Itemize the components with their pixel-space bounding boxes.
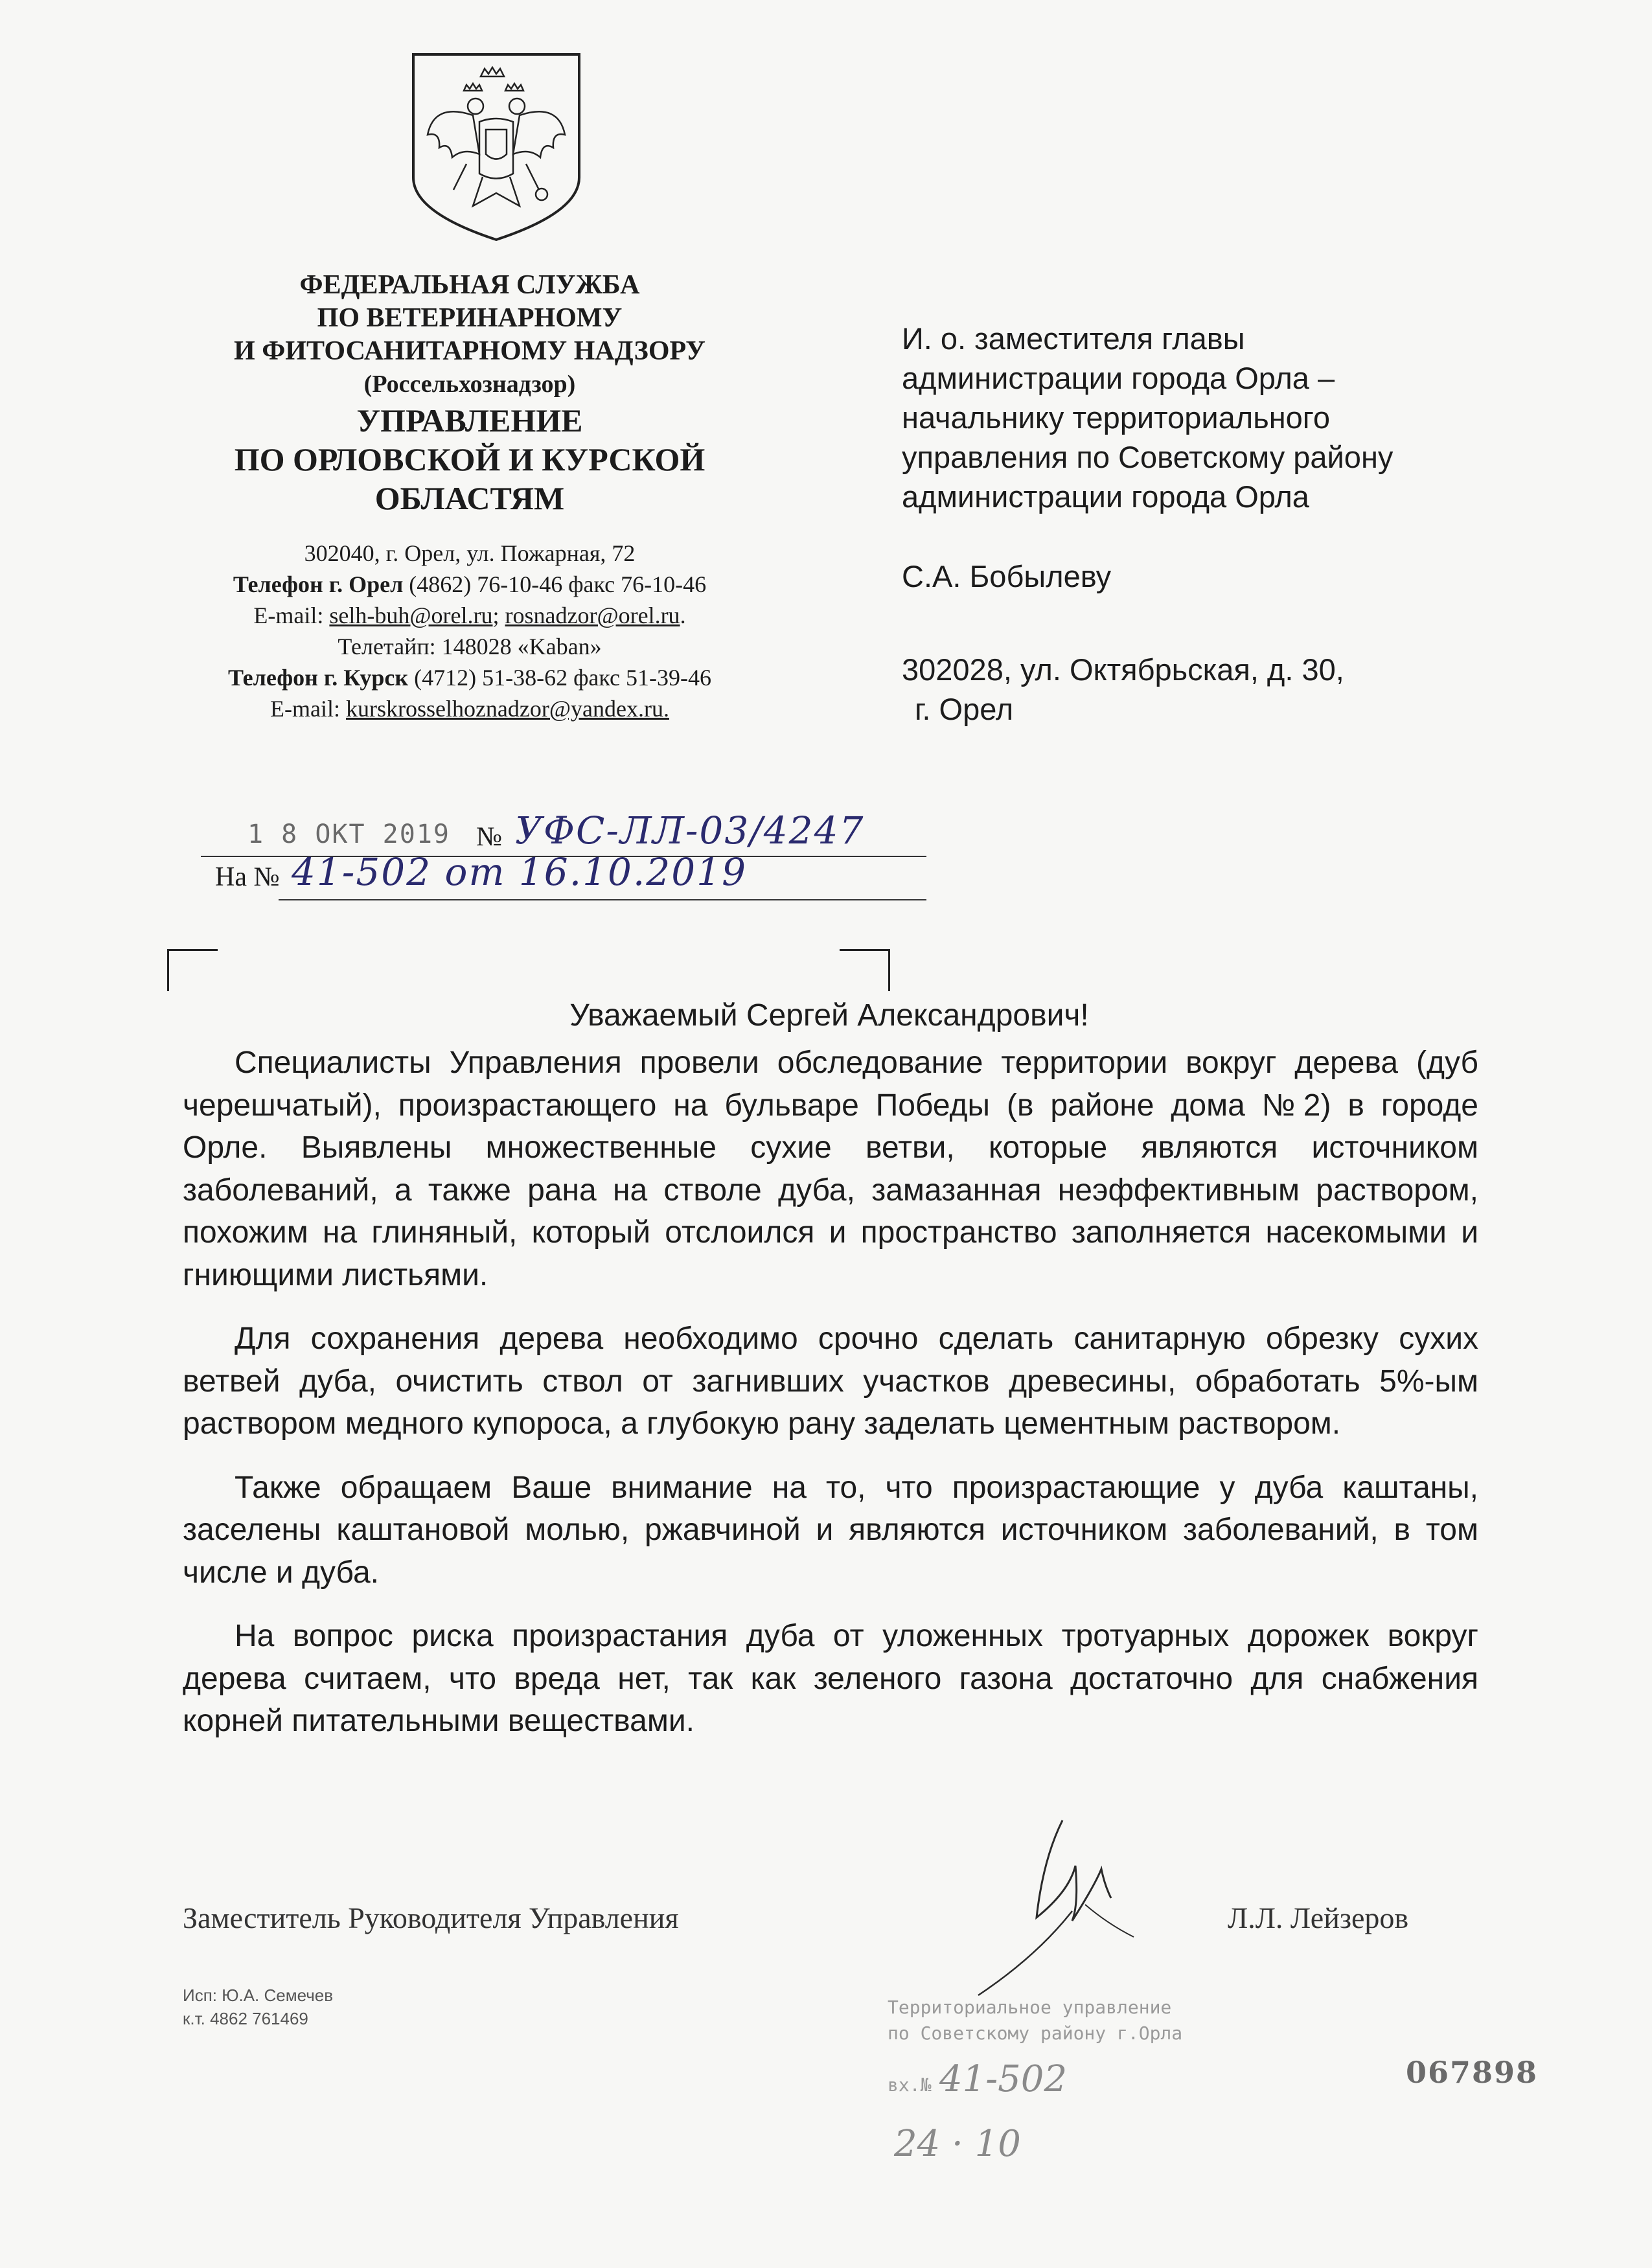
body-paragraph: На вопрос риска произрастания дуба от уложенных тротуарных дорожек вокруг дерева считаем, что вреда нет, так как зеленого газона достаточно для снабжения корней питательными веществами. — [183, 1619, 1478, 1738]
handwritten-signature — [959, 1807, 1179, 2002]
phone-orel-row — [162, 569, 777, 600]
signer-name: Л.Л. Лейзеров — [1228, 1901, 1409, 1934]
registration-number-handwritten: УФС-ЛЛ-03/4247 — [515, 808, 865, 853]
reverse-side-show-through — [823, 133, 1509, 327]
reference-underline — [279, 899, 926, 900]
stamp-line: Территориальное управление — [888, 1997, 1172, 2018]
phone-orel: (4862) 76-10-46 факс 76-10-46 — [409, 571, 707, 597]
document-serial-number: 067898 — [1406, 2055, 1539, 2090]
body-paragraph: Специалисты Управления провели обследование территории вокруг дерева (дуб черешчатый), произрастающего на бульваре Победы (в районе дома №2) в городе Орле. Выявлены множественные сухие ветви, которые являются источником заболеваний, а также рана на стволе дуба, замазанная неэффективным раствором, похожим на глиняный, который отслоился и пространство заполняется насекомыми и гниющими листьями. — [183, 1046, 1478, 1292]
email-label: E-mail: — [253, 602, 324, 628]
body-paragraph: Также обращаем Ваше внимание на то, что произрастающие у дуба каштаны, заселены каштановой молью, ржавчиной и являются источником заболеваний, в том числе и дуба. — [183, 1470, 1478, 1590]
email-kursk-label: E-mail: — [270, 696, 340, 722]
stamp-in-number: 41-502 — [939, 2058, 1068, 2100]
reference-handwritten: 41-502 от 16.10.2019 — [292, 850, 747, 894]
org-line: (Россельхознадзор) — [363, 371, 576, 398]
org-line: И ФИТОСАНИТАРНОМУ НАДЗОРУ — [234, 336, 706, 366]
stamp-in-label: вх.№ — [888, 2074, 932, 2096]
email-kursk-row — [162, 693, 777, 724]
email-row: E-mail: selh-buh@orel.ru; rosnadzor@orel.ru. — [253, 602, 686, 628]
org-line: ПО ВЕТЕРИНАРНОМУ — [317, 303, 623, 333]
addressee-address: 302028, ул. Октябрьская, д. 30, — [902, 652, 1344, 687]
registration-number-label: № — [476, 822, 503, 852]
org-line: ПО ОРЛОВСКОЙ И КУРСКОЙ — [234, 441, 706, 477]
greeting: Уважаемый Сергей Александрович! — [569, 998, 1089, 1033]
executor-phone: к.т. 4862 761469 — [183, 2009, 308, 2028]
stamp-date: 24 · 10 — [894, 2123, 1021, 2165]
addressee-title-line: администрации города Орла — [902, 479, 1309, 514]
org-line: УПРАВЛЕНИЕ — [356, 402, 583, 439]
addressee-city: г. Орел — [915, 692, 1014, 726]
executor-info — [183, 1984, 333, 2030]
phone-kursk: (4712) 51-38-62 факс 51-39-46 — [414, 665, 711, 691]
executor-name: Исп: Ю.А. Семечев — [183, 1986, 334, 2005]
email-link-1[interactable]: selh-buh@orel.ru — [329, 602, 493, 628]
phone-kursk-label: Телефон г. Курск — [228, 665, 409, 691]
sender-address: 302040, г. Орел, ул. Пожарная, 72 — [304, 540, 636, 566]
subject-bracket-left — [167, 949, 218, 991]
teletype: Телетайп: 148028 «Kaban» — [338, 634, 602, 659]
org-line: ФЕДЕРАЛЬНАЯ СЛУЖБА — [299, 270, 640, 300]
sender-organization — [162, 269, 777, 518]
addressee-name: С.А. Бобылеву — [902, 559, 1112, 593]
addressee-title-line: управления по Советскому району — [902, 440, 1394, 474]
incoming-registration-stamp — [888, 1997, 1354, 2184]
org-line: ОБЛАСТЯМ — [374, 480, 565, 516]
coat-of-arms-emblem — [408, 51, 584, 244]
addressee-block — [902, 319, 1550, 729]
body-paragraph: Для сохранения дерева необходимо срочно сделать санитарную обрезку сухих ветвей дуба, очистить ствол от загнивших участков древесины, обработать 5%-ым раствором медного купороса, а глубокую рану заделать цементным раствором. — [183, 1322, 1478, 1441]
addressee-title-line: И. о. заместителя главы — [902, 321, 1245, 356]
addressee-title-line: администрации города Орла – — [902, 361, 1335, 395]
phone-kursk-row — [162, 662, 777, 693]
sender-contacts — [162, 538, 777, 724]
signer-position: Заместитель Руководителя Управления — [183, 1901, 679, 1934]
registration-date-stamp: 1 8 ОКТ 2019 — [247, 819, 450, 849]
email-kursk-link[interactable]: kurskrosselhoznadzor@yandex.ru. — [345, 696, 669, 722]
reference-label: На № — [215, 862, 280, 892]
letter-body — [183, 1042, 1478, 1764]
stamp-line: по Советскому району г.Орла — [888, 2022, 1183, 2044]
addressee-title-line: начальнику территориального — [902, 400, 1331, 435]
email-link-2[interactable]: rosnadzor@orel.ru — [505, 602, 680, 628]
phone-orel-label: Телефон г. Орел — [233, 571, 404, 597]
subject-bracket-right — [840, 949, 890, 991]
